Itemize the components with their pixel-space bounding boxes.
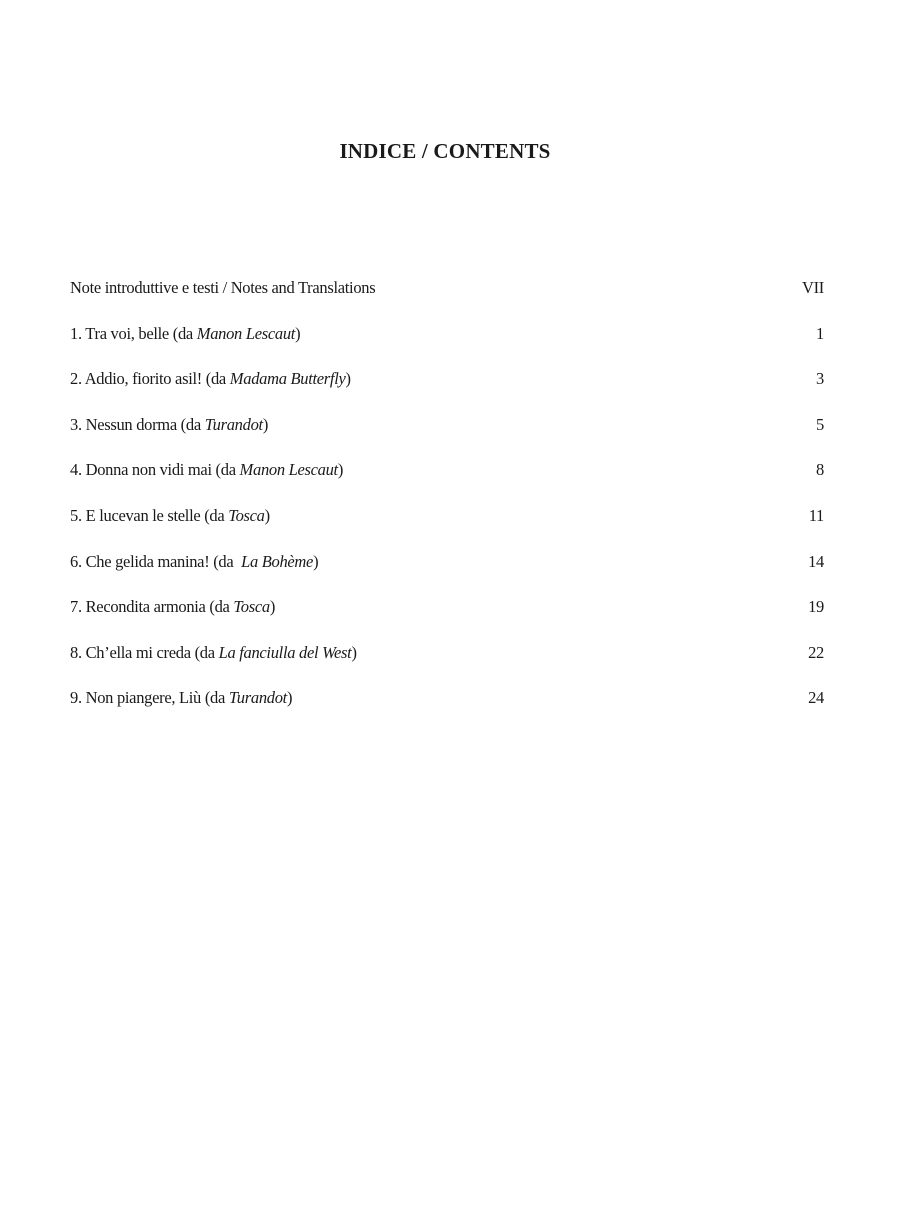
work-title: Turandot	[204, 414, 263, 434]
entry-text-end: )	[269, 597, 276, 617]
toc-entry	[70, 552, 824, 598]
toc-entry	[70, 369, 824, 415]
page-number: 14	[808, 551, 824, 571]
page-number: 1	[816, 323, 824, 343]
entry-text-end: )	[337, 460, 344, 480]
toc-entry	[70, 597, 824, 643]
page-number: 11	[808, 505, 824, 525]
work-title: La fanciulla del West	[218, 642, 352, 662]
toc-entry-title	[70, 506, 270, 526]
toc-entry-title	[70, 415, 268, 435]
toc-entry	[70, 278, 824, 324]
work-title: La Bohème	[241, 551, 314, 571]
entry-text: 1. Tra voi, belle (da	[70, 323, 197, 343]
entry-text-end: )	[351, 642, 357, 662]
page-number: VII	[801, 278, 824, 297]
entry-text: 4. Donna non vidi mai (da	[70, 460, 240, 480]
page-number: 24	[808, 688, 824, 708]
toc-entry-title	[70, 643, 357, 663]
entry-text: 5. E lucevan le stelle (da	[70, 505, 229, 525]
table-of-contents	[70, 278, 824, 734]
entry-text-end: )	[345, 369, 351, 389]
toc-entry	[70, 460, 824, 506]
entry-text: 9. Non piangere, Liù (da	[70, 688, 229, 708]
work-title: Turandot	[228, 688, 287, 708]
work-title: Tosca	[228, 505, 265, 525]
entry-text-end: )	[286, 688, 293, 708]
toc-entry-title	[70, 688, 292, 708]
entry-text: 7. Recondita armonia (da	[70, 597, 234, 617]
toc-entry-title	[70, 597, 275, 617]
page-title: INDICE / CONTENTS	[339, 139, 551, 163]
page-number: 19	[808, 597, 824, 617]
entry-text: 3. Nessun dorma (da	[70, 414, 205, 434]
toc-entry-title	[70, 369, 351, 389]
entry-text: 2. Addio, fiorito asil! (da	[70, 369, 230, 389]
entry-text: 6. Che gelida manina! (da	[70, 551, 242, 571]
work-title: Manon Lescaut	[239, 460, 338, 480]
toc-entry-title	[70, 324, 300, 344]
toc-entry	[70, 415, 824, 461]
page-number: 3	[816, 369, 824, 389]
page-number: 22	[808, 642, 824, 662]
toc-entry	[70, 324, 824, 370]
entry-text-end: )	[264, 505, 270, 525]
toc-entry	[70, 643, 824, 689]
entry-text-end: )	[295, 323, 301, 343]
entry-text-end: )	[313, 551, 319, 571]
work-title: Tosca	[233, 597, 270, 617]
work-title: Madama Butterfly	[229, 369, 346, 389]
toc-entry-title	[70, 460, 343, 480]
toc-entry-title	[70, 552, 318, 572]
entry-text-end: )	[262, 414, 269, 434]
toc-entry	[70, 506, 824, 552]
entry-text: Note introduttive e testi / Notes and Translations	[70, 278, 376, 297]
entry-text: 8. Ch’ella mi creda (da	[70, 642, 219, 662]
page-number: 5	[816, 414, 824, 434]
work-title: Manon Lescaut	[196, 323, 296, 343]
toc-entry	[70, 688, 824, 734]
toc-entry-title	[70, 278, 375, 298]
page-number: 8	[816, 460, 824, 480]
